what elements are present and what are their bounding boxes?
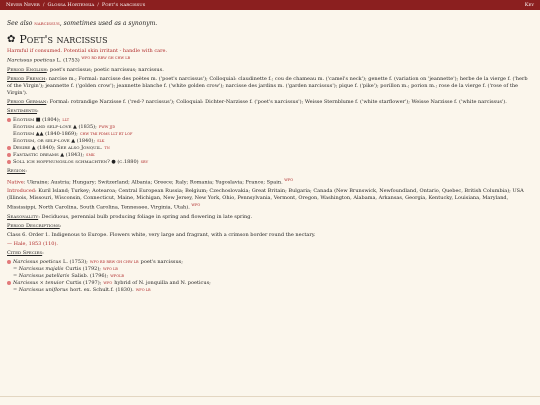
section-label: Period Descriptions <box>7 222 60 229</box>
source-tags[interactable]: WFO RD RBW GH CHW LB <box>81 56 131 60</box>
scientific-name-author: L. (1753) <box>56 57 80 64</box>
source-tags[interactable]: WFOLB <box>110 273 124 278</box>
bullet-dot-icon <box>7 153 11 157</box>
source-tags[interactable]: WFO LB <box>135 287 151 292</box>
top-navigation-bar <box>0 0 540 10</box>
scientific-name-text: Narcissus poeticus <box>7 57 56 64</box>
source-tags[interactable]: TN <box>104 145 110 150</box>
bullet-dot-icon <box>7 160 11 164</box>
list-item: = Narcissus uniflorus hort. ex. Schult.f. (1830). WFO LB <box>13 286 151 293</box>
source-tags[interactable]: WFO <box>103 280 113 285</box>
list-item: = Narcissus majalis Curtis (1792); WFO LB <box>13 265 118 272</box>
source-tags[interactable]: WFO LB <box>102 266 118 271</box>
region-native: Native: Ukraine; Austria; Hungary; Switzerland; Albania; Greece; Italy; Romania; Yugoslavia; France; Spain. $^{WFO}$ <box>7 177 294 186</box>
section-region-heading: Region: <box>7 167 27 174</box>
source-tags[interactable]: FWW JJD <box>98 124 116 129</box>
species-name: = Narcissus patellaris <box>13 272 70 279</box>
section-label: Seasonality <box>7 213 39 220</box>
section-cited-heading: Cited Species: <box>7 249 44 256</box>
breadcrumb-separator: / <box>97 2 99 8</box>
list-item: Egotism ▲▲ (1840-1869); CHW TMI PDMS LLT RT LOF <box>13 130 133 137</box>
see-also-suffix: , sometimes used as a synonym. <box>59 20 158 27</box>
bullet-dot-icon <box>7 260 11 264</box>
see-also-prefix: See also <box>7 20 33 27</box>
entry-content <box>0 10 540 294</box>
source-tags[interactable]: SLK <box>97 138 105 143</box>
list-item: Soll ich hoffnungslos schmachten? ● (c.1880) SBV <box>7 159 533 166</box>
source-tags[interactable]: SBV <box>140 159 149 164</box>
cited-species-list <box>7 259 533 294</box>
description-text: Class 6. Order 1. Indigenous to Europe. Flowers white, very large and fragrant, with a crimson border round the nectary. <box>7 231 316 238</box>
section-text: Formal: rotrandige Narzisse f. ('red-? narcissus'); Colloquial: Dichter-Narzisse f. ('poet's narcissus'); Weisse Sternblume f. ('white starflower'); Weisse Narzisse f. ('white narcissus'). <box>49 98 507 105</box>
see-also-note <box>7 20 533 27</box>
introduced-label: Introduced <box>7 188 35 195</box>
native-label: Native <box>7 179 24 186</box>
harm-warning: Harmful if consumed. Potential skin irritant - handle with care. <box>7 48 168 54</box>
list-item: = Narcissus patellaris Salisb. (1796); WFOLB <box>13 272 124 279</box>
source-tags[interactable]: WFO <box>191 203 201 208</box>
source-tags[interactable]: LLT <box>62 117 70 122</box>
section-label: Period German <box>7 98 47 105</box>
section-label: Cited Species <box>7 249 43 256</box>
breadcrumb-separator: / <box>42 2 45 8</box>
source-tags[interactable]: CHW TMI PDMS LLT RT LOF <box>79 131 133 136</box>
description-citation[interactable]: — Hale, 1853 (110). <box>7 240 59 247</box>
list-item: Egotism, or self-love ▲ (1840); SLK <box>13 137 105 144</box>
breadcrumb <box>6 2 145 8</box>
page-title-text: Poet's narcissus <box>19 33 108 46</box>
breadcrumb-current: Poet's narcissus <box>101 2 146 8</box>
species-name: Narcissus × tenuior <box>13 279 64 286</box>
section-label: Sentiments <box>7 107 38 114</box>
list-item: Egotism ■ (1804); LLT <box>7 117 533 124</box>
list-item: Egotism and self-love ▲ (1835); FWW JJD <box>13 123 116 130</box>
footer-divider <box>0 396 540 397</box>
bullet-dot-icon <box>7 281 11 285</box>
breadcrumb-glossa-hortensia[interactable]: Glossa Hortensia <box>47 2 95 8</box>
list-item: Fantastic dreams ▲ (1843); SMK <box>7 152 533 159</box>
source-tags[interactable]: WFO RD RBW GH CHW LB <box>89 259 139 264</box>
sentiments-list <box>7 117 533 166</box>
list-item: Narcissus poeticus L. (1753); WFO RD RBW GH CHW LB poet's narcissus; <box>7 259 533 266</box>
section-text: poet's narcissus; poetic narcissus; narcissus. <box>50 66 164 73</box>
section-text: Deciduous, perennial bulb producing foliage in spring and flowering in late spring. <box>41 213 253 220</box>
key-link[interactable]: Key <box>524 2 534 8</box>
section-german: Period German: Formal: rotrandige Narzisse f. ('red-? narcissus'); Colloquial: Dichter-Narzisse f. ('poet's narcissus'); Weisse Sternblume f. ('white starflower'); Weisse Narzisse f. ('white narcissus'). <box>7 98 507 105</box>
page-title <box>7 33 533 46</box>
section-french: Period French: narcise m.; Formal: narcisse des poètes m. ('poet's narcissus'); Colloquial: claudinette f.; cou de chameau m. ('camel's neck'); genette f. (variation on 'jeannette'); herbe de la vierge f. ('herb of the Virgin'); jeannette f. ('golden crow'); jeannette blanche f. ('white golden crow'); narcisse des jardins m. ('garden narcissus'); pique f. ('pike'); porillon m.; porion m.; rose de la vierge f. ('rose of the Virgin'). <box>7 75 528 96</box>
section-sentiments-heading: Sentiments: <box>7 107 39 114</box>
flower-icon: ✿ <box>7 34 16 45</box>
source-tags[interactable]: SMK <box>86 152 95 157</box>
section-label: Region <box>7 167 26 174</box>
see-also-link[interactable]: narcissus <box>34 20 60 27</box>
bullet-dot-icon <box>7 118 11 122</box>
introduced-text: Kuril Island; Turkey; Aotearoa; Central European Russia; Belgium; Czechoslovakia; Great Britain; Bulgaria; Canada (New Brunswick, Newfoundland, Ontario, Quebec, British Columbia); USA (Illinois, Missouri, Wisconsin, Connecticut, Maine, Michigan, New Jersey, New York, Ohio, Pennsylvania, Vermont, Oregon, Washington, Alabama, Arkansas, Georgia, Kentucky, Louisiana, Maryland, Mississippi, North Carolina, South Carolina, Tennessee, Virginia, Utah). <box>7 188 524 211</box>
species-name: = Narcissus uniflorus <box>13 286 68 293</box>
section-text: narcise m.; Formal: narcisse des poètes m. ('poet's narcissus'); Colloquial: claudinette f.; cou de chameau m. ('camel's neck'); genette f. (variation on 'jeannette'); herbe de la vierge f. ('herb of the Virgin'); jeannette f. ('golden crow'); jeannette blanche f. ('white golden crow'); narcisse des jardins m. ('garden narcissus'); pique f. ('pike'); porillon m.; porion m.; rose de la vierge f. ('rose of the Virgin'). <box>7 75 528 96</box>
scientific-name <box>7 56 533 64</box>
section-label: Period English <box>7 66 47 73</box>
section-label: Period French <box>7 75 46 82</box>
source-tags[interactable]: WFO <box>284 177 294 182</box>
region-introduced: Introduced: Kuril Island; Turkey; Aotearoa; Central European Russia; Belgium; Czechoslovakia; Great Britain; Bulgaria; Canada (New Brunswick, Newfoundland, Ontario, Quebec, British Columbia); USA (Illinois, Missouri, Wisconsin, Connecticut, Maine, Michigan, New Jersey, New York, Ohio, Pennsylvania, Vermont, Oregon, Washington, Alabama, Arkansas, Georgia, Kentucky, Louisiana, Maryland, Mississippi, North Carolina, South Carolina, Tennessee, Virginia, Utah). $^{WFO}$ <box>7 188 524 211</box>
section-descriptions-heading: Period Descriptions: <box>7 222 62 229</box>
list-item: Narcissus × tenuior Curtis (1797); WFO hybrid of N. jonquilla and N. poeticus; <box>7 280 533 287</box>
species-name: = Narcissus majalis <box>13 265 64 272</box>
section-seasonality: Seasonality: Deciduous, perennial bulb producing foliage in spring and flowering in late spring. <box>7 213 253 220</box>
breadcrumb-never-never[interactable]: Never Never <box>6 2 40 8</box>
list-item: Desire ▲ (1840); See also Jonquil. TN <box>7 145 533 152</box>
native-text: Ukraine; Austria; Hungary; Switzerland; Albania; Greece; Italy; Romania; Yugoslavia; France; Spain. <box>27 179 283 186</box>
bullet-dot-icon <box>7 146 11 150</box>
species-name: Narcissus poeticus <box>13 258 62 265</box>
section-english: Period English: poet's narcissus; poetic narcissus; narcissus. <box>7 66 164 73</box>
